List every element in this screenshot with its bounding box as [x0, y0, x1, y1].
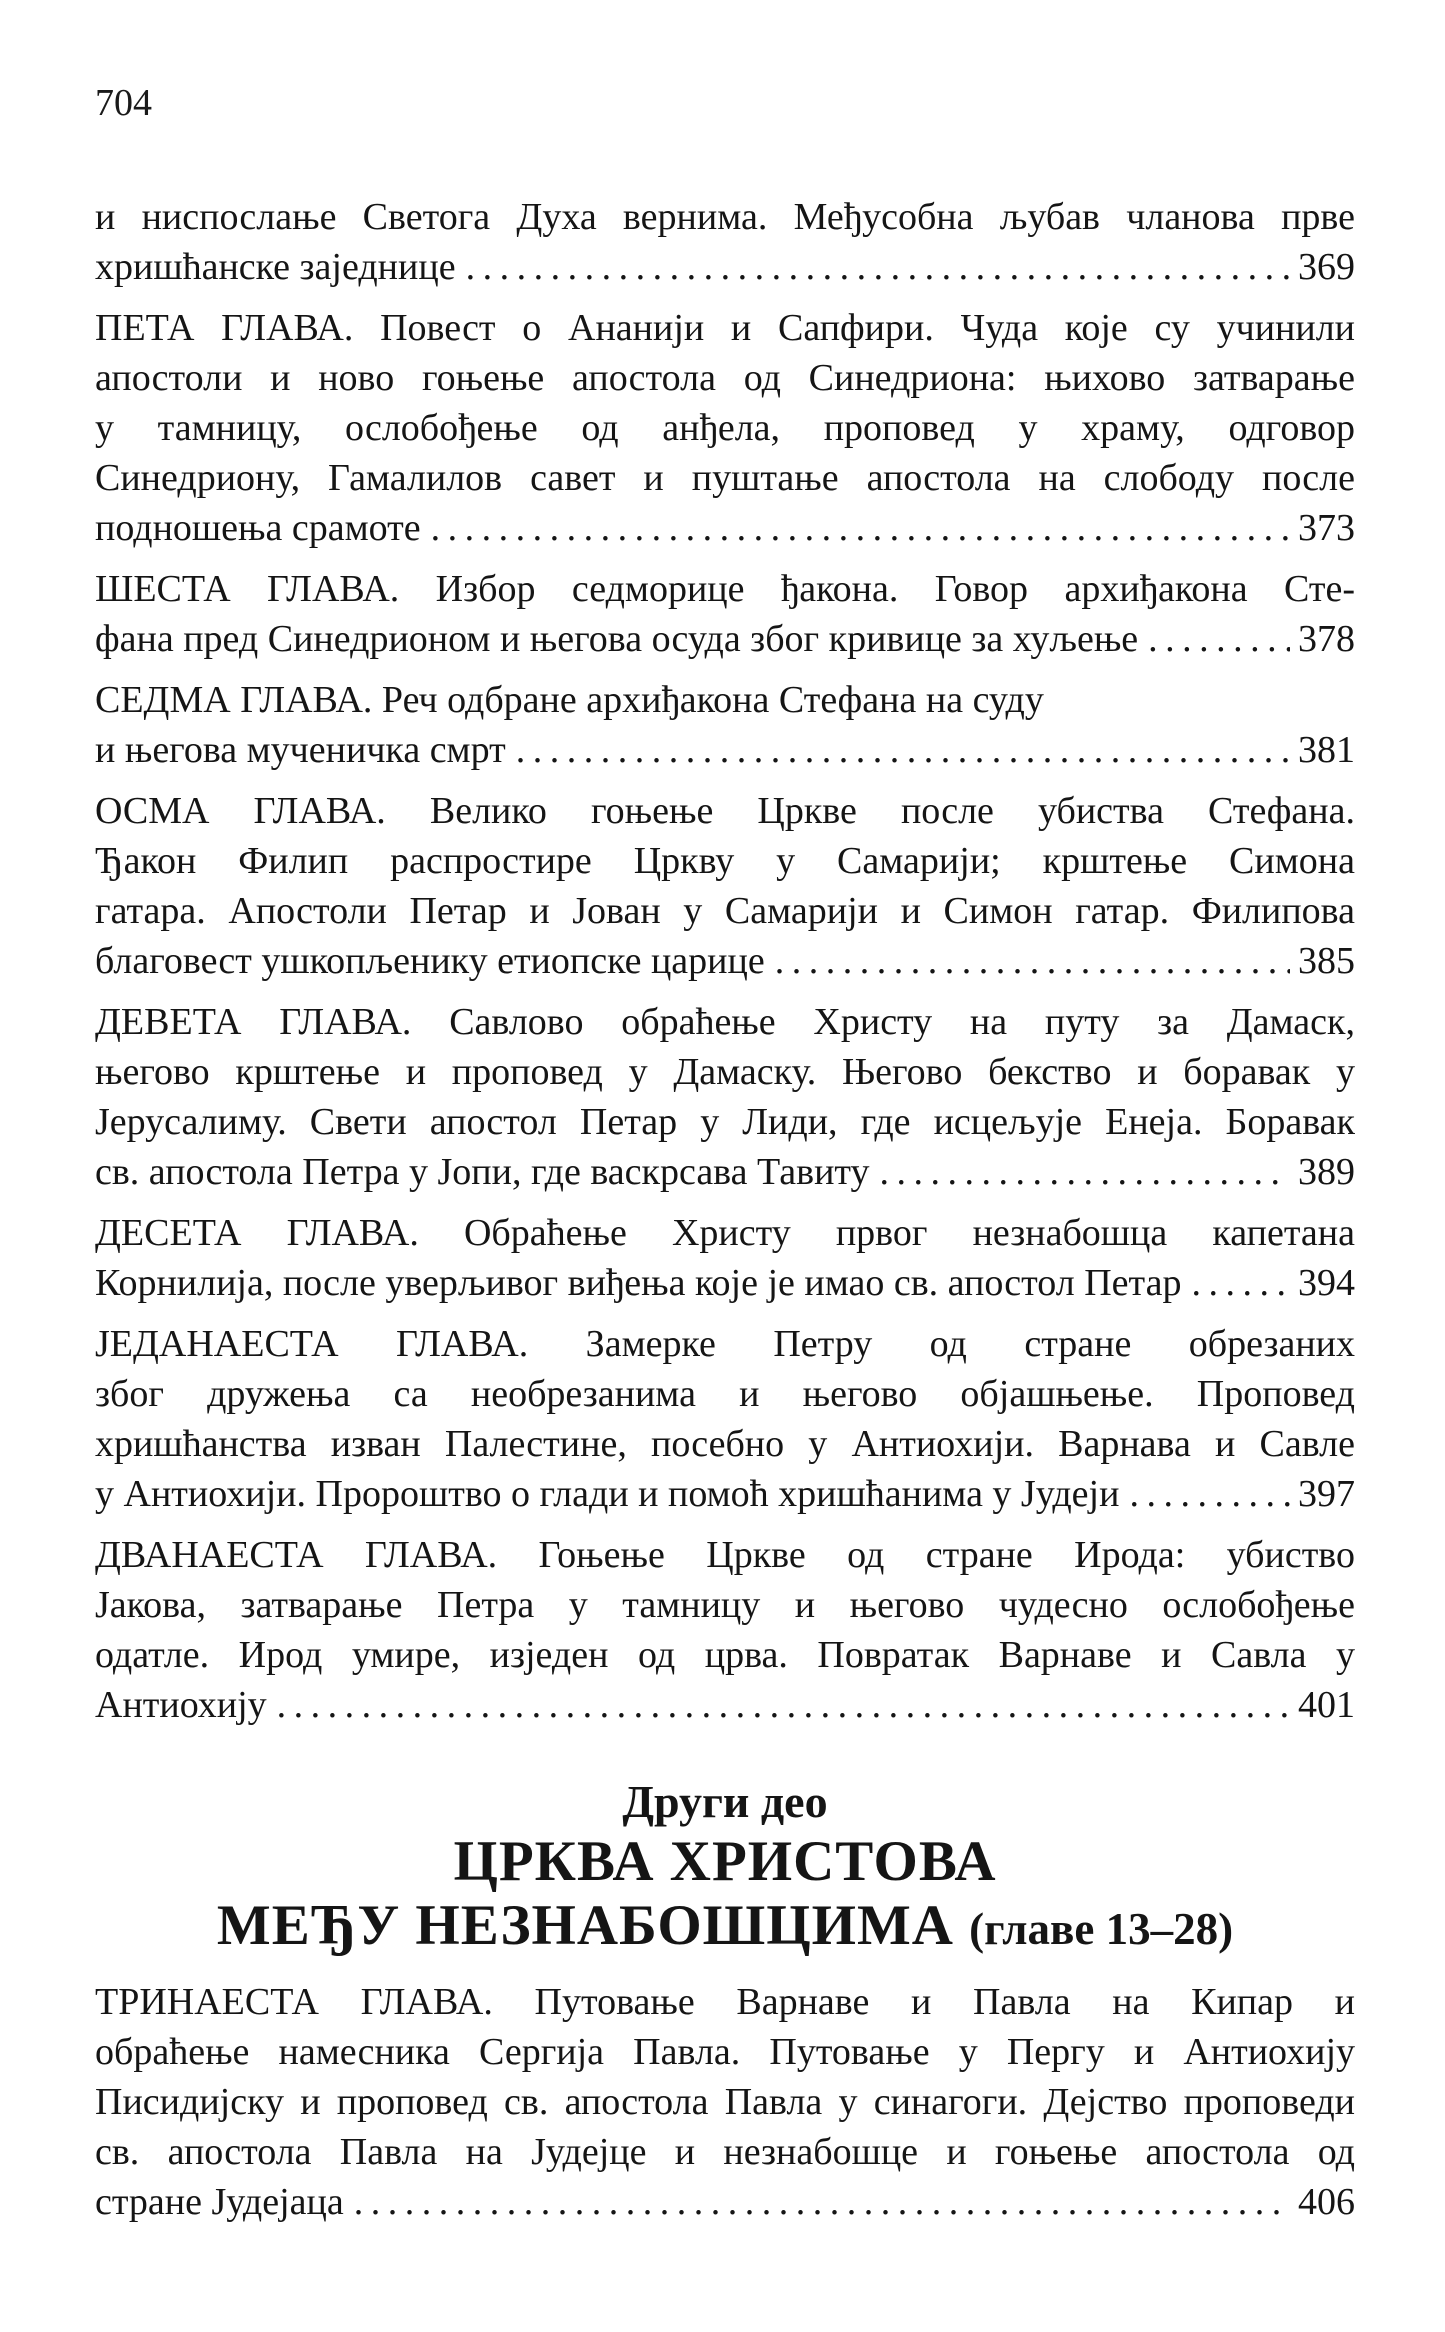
toc-line: СЕДМА ГЛАВА. Реч одбране архиђакона Стефана на суду	[95, 679, 1044, 721]
toc-line: ДЕВЕТА ГЛАВА. Савлово обраћење Христу на путу за Дамаск,	[95, 1001, 1355, 1043]
toc-line: у тамницу, ослобођење од анђела, проповед у храму, одговор	[95, 407, 1355, 449]
dot-leader	[431, 503, 1290, 553]
toc-entry	[95, 786, 1355, 986]
toc-page-number: 385	[1298, 940, 1355, 982]
toc-line: због дружења са необрезанима и његово објашњење. Проповед	[95, 1373, 1355, 1415]
toc-line: Јерусалиму. Свети апостол Петар у Лиди, где исцељује Енеја. Боравак	[95, 1101, 1355, 1143]
dot-leader	[466, 242, 1290, 292]
toc-line: ШЕСТА ГЛАВА. Избор седморице ђакона. Говор архиђакона Сте-	[95, 568, 1355, 610]
toc-page-number: 373	[1298, 507, 1355, 549]
toc-page-number: 389	[1298, 1151, 1355, 1193]
toc-entry	[95, 564, 1355, 664]
toc-line: гатара. Апостоли Петар и Јован у Самарији и Симон гатар. Филипова	[95, 890, 1355, 932]
dot-leader	[1192, 1258, 1291, 1308]
dot-leader	[1148, 614, 1290, 664]
section-title: ЦРКВА ХРИСТОВА	[453, 1830, 997, 1893]
toc-page-number: 401	[1298, 1684, 1355, 1726]
table-of-contents	[95, 192, 1355, 2227]
section-heading	[95, 1774, 1355, 1961]
toc-line: св. апостола Павла на Јудејце и незнабошце и гоњење апостола од	[95, 2131, 1355, 2173]
toc-line: Синедриону, Гамалилов савет и пуштање апостола на слободу после	[95, 457, 1355, 499]
toc-page-number: 394	[1298, 1262, 1355, 1304]
toc-line: Писидијску и проповед св. апостола Павла у синагоги. Дејство проповеди	[95, 2081, 1355, 2123]
toc-entry	[95, 675, 1355, 775]
toc-tail-text: Корнилија, после уверљивог виђења које је имао св. апостол Петар	[95, 1262, 1182, 1304]
toc-line: обраћење намесника Сергија Павла. Путовање у Пергу и Антиохију	[95, 2031, 1355, 2073]
section-subtitle	[95, 1894, 1355, 1961]
toc-tail-line	[95, 1258, 1355, 1308]
dot-leader	[277, 1680, 1290, 1730]
toc-line: Ђакон Филип распростире Цркву у Самарији; крштење Симона	[95, 840, 1355, 882]
toc-page-number: 381	[1298, 729, 1355, 771]
toc-tail-line	[95, 725, 1355, 775]
toc-tail-line	[95, 614, 1355, 664]
toc-tail-text: у Антиохији. Пророштво о глади и помоћ хришћанима у Јудеји	[95, 1473, 1120, 1515]
toc-line: ТРИНАЕСТА ГЛАВА. Путовање Варнаве и Павла на Кипар и	[95, 1981, 1355, 2023]
toc-line: одатле. Ирод умире, изједен од црва. Повратак Варнаве и Савла у	[95, 1634, 1355, 1676]
toc-tail-text: и његова мученичка смрт	[95, 729, 506, 771]
dot-leader	[354, 2177, 1290, 2227]
toc-tail-line	[95, 1147, 1355, 1197]
toc-page-number: 369	[1298, 246, 1355, 288]
toc-tail-line	[95, 936, 1355, 986]
toc-line: Јакова, затварање Петра у тамницу и његово чудесно ослобођење	[95, 1584, 1355, 1626]
toc-line: хришћанства изван Палестине, посебно у Антиохији. Варнава и Савле	[95, 1423, 1355, 1465]
toc-line: ДВАНАЕСТА ГЛАВА. Гоњење Цркве од стране Ирода: убиство	[95, 1534, 1355, 1576]
dot-leader	[880, 1147, 1290, 1197]
toc-tail-text: подношења срамоте	[95, 507, 421, 549]
toc-page-number: 397	[1298, 1473, 1355, 1515]
toc-tail-line	[95, 1469, 1355, 1519]
toc-line: ПЕТА ГЛАВА. Повест о Ананији и Сапфири. Чуда које су учинили	[95, 307, 1355, 349]
toc-tail-text: Антиохију	[95, 1684, 267, 1726]
toc-line: ДЕСЕТА ГЛАВА. Обраћење Христу првог незнабошца капетана	[95, 1212, 1355, 1254]
toc-line: и ниспослање Светога Духа вернима. Међусобна љубав чланова прве	[95, 196, 1355, 238]
toc-entry	[95, 1319, 1355, 1519]
section-subtitle-text: МЕЂУ НЕЗНАБОШЦИМА	[216, 1894, 954, 1957]
toc-entry	[95, 1208, 1355, 1308]
toc-tail-line	[95, 1680, 1355, 1730]
toc-page-number: 378	[1298, 618, 1355, 660]
toc-tail-text: благовест ушкопљенику етиопске царице	[95, 940, 765, 982]
dot-leader	[775, 936, 1290, 986]
page-number: 704	[95, 82, 152, 124]
toc-line: ЈЕДАНАЕСТА ГЛАВА. Замерке Петру од стране обрезаних	[95, 1323, 1355, 1365]
toc-entry	[95, 997, 1355, 1197]
toc-tail-text: св. апостола Петра у Јопи, где васкрсава Тавиту	[95, 1151, 870, 1193]
toc-line: његово крштење и проповед у Дамаску. Његово бекство и боравак у	[95, 1051, 1355, 1093]
toc-tail-line	[95, 503, 1355, 553]
toc-entry	[95, 1530, 1355, 1730]
toc-tail-line	[95, 2177, 1355, 2227]
toc-entry	[95, 303, 1355, 553]
toc-tail-line	[95, 242, 1355, 292]
section-chapter-range: (главе 13–28)	[969, 1904, 1234, 1954]
toc-tail-text: стране Јудејаца	[95, 2181, 344, 2223]
toc-tail-text: хришћанске заједнице	[95, 246, 456, 288]
toc-entry	[95, 192, 1355, 292]
dot-leader	[1129, 1469, 1290, 1519]
dot-leader	[516, 725, 1290, 775]
toc-line: ОСМА ГЛАВА. Велико гоњење Цркве после убиства Стефана.	[95, 790, 1355, 832]
section-part-label: Други део	[622, 1776, 828, 1827]
toc-tail-text: фана пред Синедрионом и његова осуда због кривице за хуљење	[95, 618, 1139, 660]
toc-entry	[95, 1977, 1355, 2227]
toc-line: апостоли и ново гоњење апостола од Синедриона: њихово затварање	[95, 357, 1355, 399]
toc-page-number: 406	[1298, 2181, 1355, 2223]
